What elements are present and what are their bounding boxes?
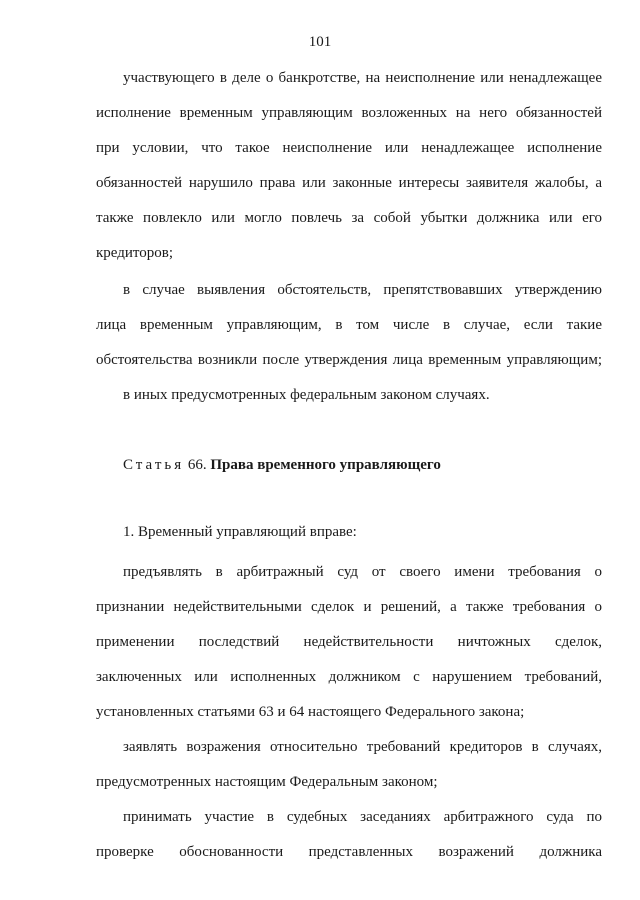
paragraph-2-line-1: в случае выявления обстоятельств, препятствовавших утверждению [123, 282, 602, 298]
paragraph-6-line-1: принимать участие в судебных заседаниях арбитражного суда по [123, 809, 602, 825]
page-number: 101 [308, 34, 332, 50]
paragraph-1-line-1: участвующего в деле о банкротстве, на неисполнение или ненадлежащее [123, 70, 602, 86]
article-label: Статья [123, 457, 185, 473]
paragraph-1-line-3: при условии, что такое неисполнение или ненадлежащее исполнение [96, 140, 602, 156]
paragraph-2-line-2: лица временным управляющим, в том числе в случае, если такие [96, 317, 602, 333]
paragraph-1-line-6: кредиторов; [96, 245, 174, 261]
paragraph-2-line-3: обстоятельства возникли после утверждения лица временным управляющим; [96, 352, 602, 368]
article-number: 66. [187, 457, 207, 473]
paragraph-4-line-1: предъявлять в арбитражный суд от своего имени требования о [123, 564, 602, 580]
paragraph-5-line-2: предусмотренных настоящим Федеральным законом; [96, 774, 438, 790]
paragraph-4-line-4: заключенных или исполненных должником с нарушением требований, [96, 669, 602, 685]
paragraph-1-line-4: обязанностей нарушило права или законные интересы заявителя жалобы, а [96, 175, 602, 191]
article-heading [123, 455, 441, 475]
article-title: Права временного управляющего [210, 457, 441, 473]
paragraph-4-line-5: установленных статьями 63 и 64 настоящего Федерального закона; [96, 704, 525, 720]
point-1-line-1: 1. Временный управляющий вправе: [123, 524, 357, 540]
paragraph-1-line-5: также повлекло или могло повлечь за собой убытки должника или его [96, 210, 602, 226]
paragraph-4-line-2: признании недействительными сделок и решений, а также требования о [96, 599, 602, 615]
paragraph-4-line-3: применении последствий недействительности ничтожных сделок, [96, 634, 602, 650]
paragraph-3-line-1: в иных предусмотренных федеральным законом случаях. [123, 387, 490, 403]
paragraph-6-line-2: проверке обоснованности представленных возражений должника [96, 844, 602, 860]
paragraph-1-line-2: исполнение временным управляющим возложенных на него обязанностей [96, 105, 602, 121]
paragraph-5-line-1: заявлять возражения относительно требований кредиторов в случаях, [123, 739, 602, 755]
